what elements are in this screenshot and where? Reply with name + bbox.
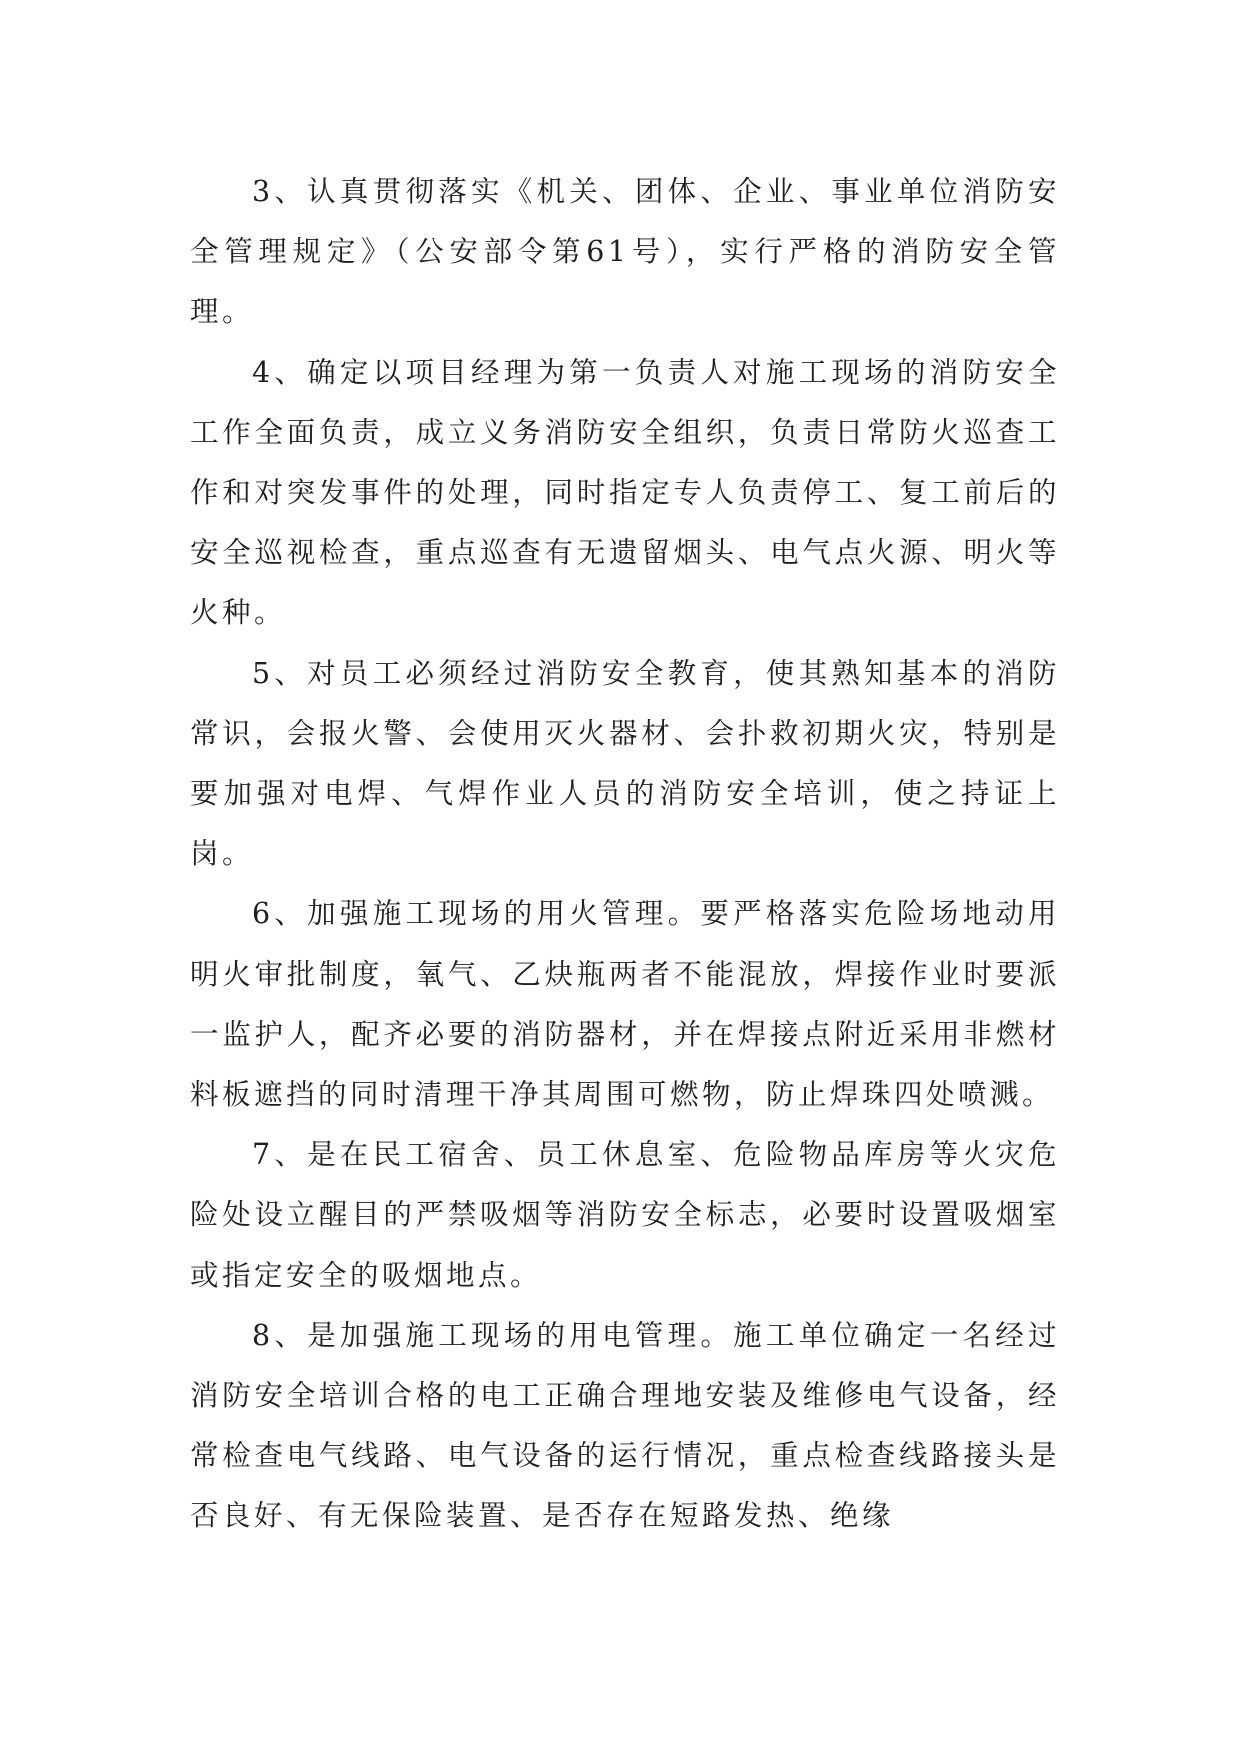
document-body <box>190 162 1060 1547</box>
paragraph-item-7: 7、是在民工宿舍、员工休息室、危险物品库房等火灾危险处设立醒目的严禁吸烟等消防安全标志，必要时设置吸烟室或指定安全的吸烟地点。 <box>190 1138 1060 1292</box>
paragraph-item-8: 8、是加强施工现场的用电管理。施工单位确定一名经过消防安全培训合格的电工正确合理地安装及维修电气设备，经常检查电气线路、电气设备的运行情况，重点检查线路接头是否良好、有无保险装置、是否存在短路发热、绝缘 <box>190 1318 1060 1533</box>
paragraph-item-4: 4、确定以项目经理为第一负责人对施工现场的消防安全工作全面负责，成立义务消防安全组织，负责日常防火巡查工作和对突发事件的处理，同时指定专人负责停工、复工前后的安全巡视检查，重点巡查有无遗留烟头、电气点火源、明火等火种。 <box>190 355 1060 630</box>
paragraph-item-6: 6、加强施工现场的用火管理。要严格落实危险场地动用明火审批制度，氧气、乙炔瓶两者不能混放，焊接作业时要派一监护人，配齐必要的消防器材，并在焊接点附近采用非燃材料板遮挡的同时清理干净其周围可燃物，防止焊珠四处喷溅。 <box>190 897 1060 1112</box>
paragraph-item-5: 5、对员工必须经过消防安全教育，使其熟知基本的消防常识，会报火警、会使用灭火器材、会扑救初期火灾，特别是要加强对电焊、气焊作业人员的消防安全培训，使之持证上岗。 <box>190 656 1060 871</box>
paragraph-item-3: 3、认真贯彻落实《机关、团体、企业、事业单位消防安全管理规定》（公安部令第61号），实行严格的消防安全管理。 <box>190 175 1060 329</box>
